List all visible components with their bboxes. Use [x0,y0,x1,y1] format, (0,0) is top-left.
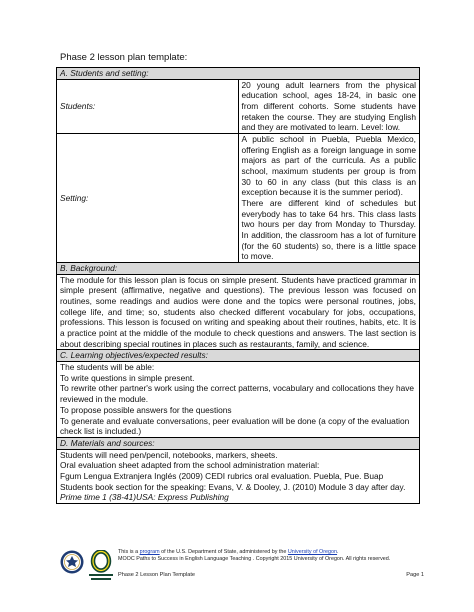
section-d-header-row [57,437,420,449]
students-text: 20 young adult learners from the physical education school, ages 18-24, in basic one from different cohorts. Some students have retaken the course. They are studying English and they are motivated to learn. Level: low. [238,79,420,133]
footer-copyright: MOOC Paths to Success in English Language Teaching . Copyright 2015 University of Oregon. All rights reserved. [118,556,391,563]
materials-last-italic: Prime time 1 (38-41)USA: Express Publishing [60,492,229,503]
lesson-plan-table [56,67,420,504]
background-text: The module for this lesson plan is focus on simple present. Students have practiced grammar in simple present (affirmative, negative and questions). The previous lesson was focused on routines, some readings and audios were done and the topics were personal routines, jobs, college life, and time; so, students also checked different vocabulary for jobs, occupations, professions. This lesson is focused on writing and speaking about their routines, habits, etc. It is a practice point at the middle of the module to check questions and answers. The last section is about describing special routines in places such as restaurants, family, and science. [57,274,420,350]
objective-line: To write questions in simple present. [60,372,195,383]
setting-paragraph-1: A public school in Puebla, Puebla Mexico, offering English as a foreign language in some majors as part of the curricula. As a public school, maximum students per group is from 30 to 60 in any class (but this class is an exception because it is the summer period). [241,134,416,198]
materials-line: Students will need pen/pencil, notebooks, markers, sheets. [60,449,278,460]
page-footer [60,548,424,588]
section-b-heading: B. Background: [57,263,420,275]
page-number: Page 1 [406,572,424,578]
university-of-oregon-link[interactable]: University of Oregon [287,549,338,555]
state-department-seal-icon [60,550,84,574]
materials-last-plain: Students book section for the speaking: Evans, V. & Dooley, J. (2010) Module 3 day after day. [60,481,406,492]
setting-label: Setting: [57,134,239,263]
footer-text-part: of the U.S. Department of State, administered by the [159,549,288,555]
materials-row [57,449,420,503]
section-c-header-row [57,350,420,362]
section-a-heading: A. Students and setting: [57,68,420,80]
footer-meta [118,572,424,578]
document-title: Phase 2 lesson plan template: [60,52,188,63]
materials-line-last [60,482,416,503]
program-link[interactable]: program [139,549,160,555]
background-row [57,274,420,350]
objectives-cell [57,362,420,438]
objective-line: The students will be able: [60,362,155,373]
setting-cell [238,134,420,263]
section-a-header-row [57,68,420,80]
students-label: Students: [57,79,239,133]
setting-paragraph-2: There are different kind of schedules but everybody has to take 64 hrs. This class lasts two hours per day from Monday to Thursday. In addition, the classroom has a lot of furniture (for the 60 students) so, there is a little space to move. [241,198,416,262]
materials-line: Fgum Lengua Extranjera Inglés (2009) CEDI rubrics oral evaluation. Puebla, Pue. Buap [60,470,384,481]
footer-notice [118,549,424,564]
setting-row [57,134,420,263]
students-row [57,79,420,133]
university-of-oregon-logo-icon [88,550,114,582]
footer-text-part: . [337,549,339,555]
materials-cell [57,449,420,503]
materials-line: Oral evaluation sheet adapted from the school administration material: [60,460,320,471]
section-c-heading: C. Learning objectives/expected results: [57,350,420,362]
footer-document-name: Phase 2 Lesson Plan Template [118,572,196,578]
objective-line: To generate and evaluate conversations, peer evaluation will be done (a copy of the evaluation check list is included.) [60,415,410,437]
objectives-row [57,362,420,438]
section-b-header-row [57,263,420,275]
objective-line: To propose possible answers for the questions [60,404,232,415]
section-d-heading: D. Materials and sources: [57,437,420,449]
footer-text-part: This is a [118,549,140,555]
objective-line: To rewrite other partner's work using the correct patterns, vocabulary and collocations they have reviewed in the module. [60,383,415,405]
